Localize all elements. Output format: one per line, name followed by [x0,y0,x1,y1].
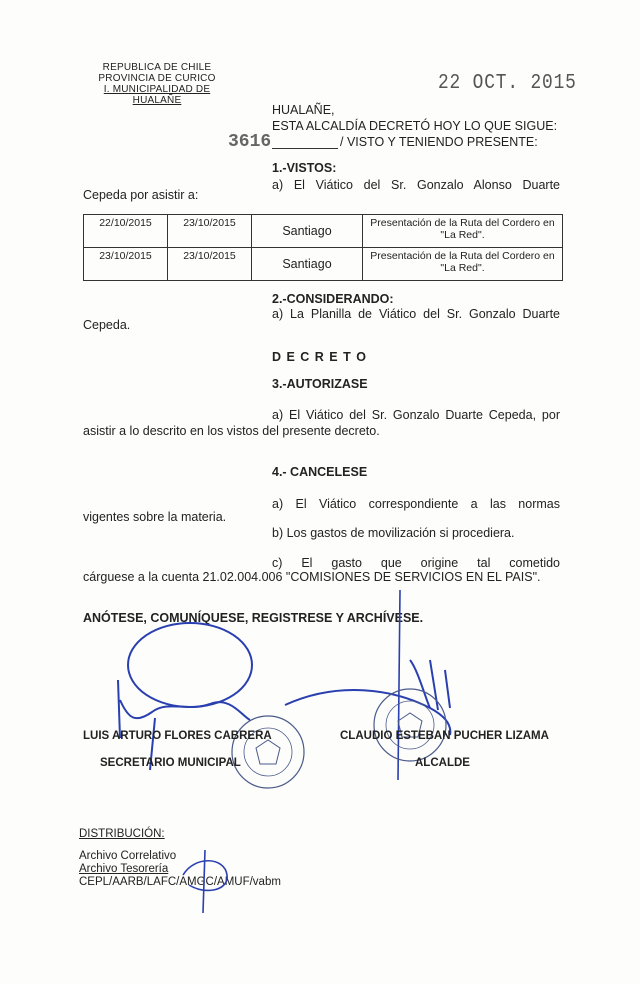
table-cell-purpose: Presentación de la Ruta del Cordero en "La Red". [363,248,563,281]
date-stamp: 22 OCT. 2015 [438,72,577,95]
mayor-name: CLAUDIO ESTEBAN PUCHER LIZAMA [340,730,549,742]
autorizase-text: a) El Viático del Sr. Gonzalo Duarte Cepeda, por [272,408,560,422]
vistos-text-cont: Cepeda por asistir a: [83,188,199,202]
letterhead-province: PROVINCIA DE CURICO [98,73,216,84]
cancelese-item-b: b) Los gastos de movilización si procediera. [272,526,515,540]
decreto-title: D E C R E T O [272,350,367,364]
distribution-item: Archivo Correlativo [79,850,177,862]
table-row [84,215,563,248]
cancelese-heading: 4.- CANCELESE [272,465,368,479]
secretary-name: LUIS ARTURO FLORES CABRERA [83,730,272,742]
table-cell-from: 22/10/2015 [84,215,168,248]
mayor-seal-icon [370,685,450,765]
table-cell-from: 23/10/2015 [84,248,168,281]
folio-underline [272,148,338,149]
travel-table [83,214,563,281]
letterhead [82,62,232,106]
intro-city: HUALAÑE, [272,103,335,117]
signature-secretary [100,620,280,780]
distribution-heading: DISTRIBUCIÓN: [79,828,165,840]
table-cell-city: Santiago [252,215,363,248]
secretary-title: SECRETARIO MUNICIPAL [100,757,241,769]
considerando-text: a) La Planilla de Viático del Sr. Gonzalo Duarte [272,307,560,321]
letterhead-municipality: I. MUNICIPALIDAD DE HUALAÑE [103,84,211,106]
vistos-heading: 1.-VISTOS: [272,161,337,175]
considerando-text-cont: Cepeda. [83,318,131,332]
table-row [84,248,563,281]
autorizase-heading: 3.-AUTORIZASE [272,377,368,391]
table-cell-purpose: Presentación de la Ruta del Cordero en "La Red". [363,215,563,248]
table-cell-to: 23/10/2015 [168,248,252,281]
municipal-seal-icon [228,712,308,792]
closing-formula: ANÓTESE, COMUNÍQUESE, REGISTRESE Y ARCHÍVESE. [83,611,424,625]
table-cell-city: Santiago [252,248,363,281]
distribution-item: Archivo Tesorería [79,863,169,875]
folio-number: 3616 [228,132,272,152]
intro-decree-line: ESTA ALCALDÍA DECRETÓ HOY LO QUE SIGUE: [272,119,558,133]
vistos-text: a) El Viático del Sr. Gonzalo Alonso Duarte [272,178,560,192]
distribution-initials: CEPL/AARB/LAFC/AMGC/AMUF/vabm [79,876,281,888]
intro-visto-line: / VISTO Y TENIENDO PRESENTE: [340,135,538,149]
table-cell-to: 23/10/2015 [168,215,252,248]
cancelese-item-a: a) El Viático correspondiente a las normas [272,497,560,511]
letterhead-country: REPUBLICA DE CHILE [102,62,212,73]
autorizase-text-cont: asistir a lo descrito en los vistos del presente decreto. [83,424,380,438]
cancelese-item-c: c) El gasto que origine tal cometido [272,556,560,570]
mayor-title: ALCALDE [415,757,470,769]
cancelese-item-c-cont: cárguese a la cuenta 21.02.004.006 "COMISIONES DE SERVICIOS EN EL PAIS". [83,570,541,584]
considerando-heading: 2.-CONSIDERANDO: [272,292,394,306]
cancelese-item-a-cont: vigentes sobre la materia. [83,510,227,524]
